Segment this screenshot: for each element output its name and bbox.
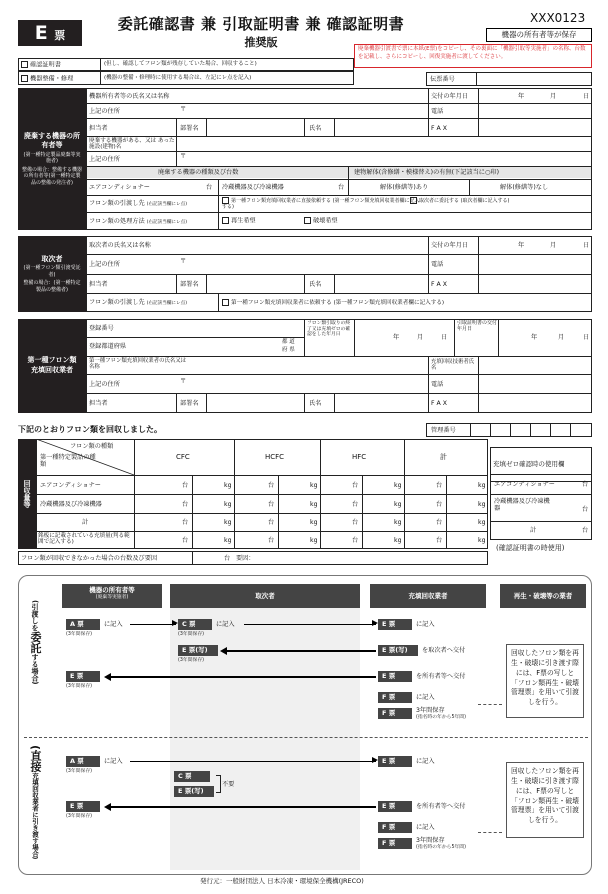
kg-label: kg bbox=[310, 519, 318, 526]
slip-no-label: 伝票番号 bbox=[430, 76, 455, 83]
recov-section-header: 第一種フロン類充填回収業者 bbox=[18, 319, 86, 413]
slip-e: E 票 bbox=[378, 756, 412, 767]
flow-head-owner: 機器の所有者等 (廃棄等実施者) bbox=[62, 584, 162, 608]
unit-label: 台 bbox=[338, 184, 345, 191]
agent-staff-label: 担当者 bbox=[89, 281, 108, 288]
write-label: に記入 bbox=[416, 694, 435, 701]
unit-label: 台 bbox=[268, 519, 275, 526]
postal-mark: 〒 bbox=[180, 258, 187, 265]
col-product-label: 第一種特定製品の種類 bbox=[40, 454, 96, 469]
dashed-arrow bbox=[478, 832, 502, 833]
flow-head-agent: 取次者 bbox=[170, 584, 360, 608]
slip-e-copy: E 票(写) bbox=[178, 645, 218, 656]
kg-label: kg bbox=[478, 501, 486, 508]
keep-note: (3年間保存) bbox=[66, 814, 92, 819]
month-label: 月 bbox=[550, 242, 557, 249]
unit-label: 台 bbox=[582, 527, 589, 534]
write-label: に記入 bbox=[416, 824, 435, 831]
kg-label: kg bbox=[224, 537, 232, 544]
recov-person-label: 氏名 bbox=[309, 400, 322, 407]
keep-note: (3年間保存) bbox=[178, 658, 204, 663]
unit-label: 台 bbox=[206, 184, 213, 191]
give-agent-label: を取次者へ交付 bbox=[422, 647, 466, 654]
pref-to: 都 道 bbox=[282, 339, 295, 345]
owner-person-label: 氏名 bbox=[309, 125, 322, 132]
keep-label: 3年間保存 bbox=[416, 707, 445, 714]
kg-label: kg bbox=[310, 482, 318, 489]
cert-date-label: 引取証明書の交付年月日 bbox=[457, 320, 498, 332]
form-title: 委託確認書 兼 引取証明書 兼 確認証明書 bbox=[117, 15, 405, 33]
arrow-left bbox=[106, 676, 376, 678]
unit-label: 台 bbox=[268, 537, 275, 544]
owner-fax-label: F A X bbox=[431, 125, 447, 132]
recov-tel-label: 電話 bbox=[431, 381, 444, 388]
slip-a: A 票 bbox=[66, 756, 100, 767]
arrow bbox=[130, 761, 376, 762]
col-hfc: HFC bbox=[352, 453, 367, 461]
kg-label: kg bbox=[394, 482, 402, 489]
arrow bbox=[130, 624, 176, 625]
day-label: 日 bbox=[583, 93, 590, 100]
month-label: 月 bbox=[550, 93, 557, 100]
zero-aircon: エアコンディショナー bbox=[494, 481, 555, 488]
keep-note: (3年間保存) bbox=[66, 632, 92, 637]
month-label: 月 bbox=[417, 334, 424, 341]
keep-note: (3年間保存) bbox=[178, 632, 204, 637]
flow-head-recov: 充填回収業者 bbox=[370, 584, 486, 608]
write-label: に記入 bbox=[416, 621, 435, 628]
unit-label: 台 bbox=[352, 501, 359, 508]
write-label: に記入 bbox=[216, 621, 235, 628]
repair-label: 機器整備・修理 bbox=[30, 75, 74, 83]
slip-c: C 票 bbox=[174, 771, 210, 782]
kg-label: kg bbox=[394, 519, 402, 526]
slip-e: E 票 bbox=[378, 671, 412, 682]
owner-dept-label: 部署名 bbox=[180, 125, 199, 132]
aircon-label: エアコンディショナー bbox=[89, 184, 150, 191]
unit-label: 台 bbox=[182, 537, 189, 544]
repair-desc: (機器の整備・修理時に使用する場合は、左記にレ点を記入) bbox=[104, 75, 252, 81]
demolition-no[interactable]: 解体(修繕等)なし bbox=[500, 184, 549, 191]
kg-label: kg bbox=[224, 482, 232, 489]
write-label: に記入 bbox=[104, 758, 123, 765]
demolition-head: 建物解体(含修繕・模様替え)の有無(下記該当に○印) bbox=[354, 169, 499, 176]
owner-transfer-label: フロン類の引渡し先 (右記該当欄にレ点) bbox=[89, 200, 187, 207]
kg-label: kg bbox=[310, 501, 318, 508]
recov-dept-label: 部署名 bbox=[180, 400, 199, 407]
owner-disposal-label: フロン類の処理方法 (右記該当欄にレ点) bbox=[89, 218, 187, 225]
slip-e: E 票 bbox=[378, 801, 412, 812]
recov-addr-label: 上記の住所 bbox=[89, 381, 120, 388]
zero-fridge: 冷蔵機器及び冷凍機器 bbox=[494, 498, 550, 513]
unit-label: 台 bbox=[582, 506, 589, 513]
unit-label: 台 bbox=[436, 501, 443, 508]
keep-note: (3年間保存) bbox=[66, 684, 92, 689]
pref-fu: 府 県 bbox=[282, 347, 295, 353]
red-instruction-note: 廃棄機器引渡書で票に本紙(E票)をコピーし、その裏面に「機器引取等実施者」の名称、台数を記載し、さらにコピーし、回復実施者に渡してください。 bbox=[354, 44, 592, 68]
unit-label: 台 bbox=[436, 519, 443, 526]
mgmt-no-label: 管理番号 bbox=[431, 427, 456, 434]
owner-date-label: 交付の年月日 bbox=[431, 93, 469, 100]
owner-transfer-opt1[interactable]: 第一種フロン類充填回収業者に直接依頼する (第一種フロン類充填回収業者欄に記入する) bbox=[222, 198, 420, 210]
side-label-direct: (直接充填回収業者に引き渡す場合) bbox=[29, 745, 42, 860]
disposal-recycle[interactable]: 再生希望 bbox=[222, 217, 256, 225]
bldg-name-label: 廃棄する機器がある、又は あった施設(建物)名 bbox=[89, 138, 175, 151]
bldg-addr-label: 上記の住所 bbox=[89, 156, 120, 163]
row-nameplate: 銘板に記載されている充填量(判る範囲で記入する) bbox=[38, 533, 130, 546]
day-label: 日 bbox=[441, 334, 448, 341]
agent-transfer-label: フロン類の引渡し先 (右記該当欄にレ点) bbox=[89, 299, 187, 306]
agent-fax-label: F A X bbox=[431, 281, 447, 288]
repair-checkbox[interactable] bbox=[21, 75, 28, 82]
kg-label: kg bbox=[478, 482, 486, 489]
unit-label: 台 bbox=[268, 501, 275, 508]
slip-f: F 票 bbox=[378, 692, 412, 703]
kg-label: kg bbox=[394, 537, 402, 544]
arrow-left bbox=[106, 806, 376, 808]
slip-e: E 票 bbox=[66, 671, 100, 682]
owner-staff-label: 担当者 bbox=[89, 125, 108, 132]
end-date-label: フロン類引取りの終了又は充填ゼロの確認をした年月日 bbox=[307, 321, 351, 338]
col-kind-label: フロン類の種類 bbox=[70, 443, 114, 450]
owner-tel-label: 電話 bbox=[431, 108, 444, 115]
zero-note: (確認証明書の時使用) bbox=[496, 544, 565, 552]
day-label: 日 bbox=[583, 334, 590, 341]
confirm-label: 確認証明書 bbox=[30, 61, 61, 69]
kg-label: kg bbox=[224, 501, 232, 508]
unit-label: 台 bbox=[436, 482, 443, 489]
reg-pref-label: 登録都道府県 bbox=[89, 343, 127, 350]
disposal-destroy[interactable]: 破壊希望 bbox=[304, 217, 338, 225]
agent-date-label: 交付の年月日 bbox=[431, 242, 469, 249]
owner-section-header: 廃棄する機器の所有者等 (第一種特定製品廃棄等実施者) 整備の場合：整備する機器の所有者等(第一種特定製品の整備の発注者) bbox=[18, 88, 86, 230]
row-fridge: 冷蔵機器及び冷凍機器 bbox=[40, 501, 102, 508]
kind-head: 廃棄する機器の種類及び台数 bbox=[158, 169, 239, 176]
unit-label: 台 bbox=[436, 537, 443, 544]
recov-staff-label: 担当者 bbox=[89, 400, 108, 407]
year-label: 年 bbox=[518, 242, 525, 249]
recovery-side-label: 回収量等 bbox=[18, 439, 36, 549]
unit-label: 台 bbox=[182, 482, 189, 489]
e-slip-badge bbox=[18, 20, 82, 46]
day-label: 日 bbox=[583, 242, 590, 249]
slip-e-copy: E 票(写) bbox=[174, 786, 214, 797]
form-number: XXX0123 bbox=[530, 11, 586, 25]
badge-suffix: 票 bbox=[54, 29, 66, 42]
owner-transfer-opt2[interactable]: 取次者に委託する (取次者欄に記入する) bbox=[410, 197, 588, 205]
form-subtitle: 推奨版 bbox=[244, 36, 278, 49]
give-owner-label: を所有者等へ交付 bbox=[416, 673, 466, 680]
postal-mark: 〒 bbox=[180, 153, 187, 160]
keep-label: 3年間保存 bbox=[416, 837, 445, 844]
brace bbox=[216, 775, 221, 793]
zero-total: 計 bbox=[530, 527, 537, 534]
recycle-note-top: 回収したフロン類を再生・破壊に引き渡す際には、F票の写しと「フロン類再生・破壊管理票」を用いて引渡しを行う。 bbox=[506, 644, 584, 718]
kg-label: kg bbox=[478, 519, 486, 526]
slip-f: F 票 bbox=[378, 708, 412, 719]
slip-a: A 票 bbox=[66, 619, 100, 630]
confirm-desc: (但し、確認してフロン類が残存していた場合、回収すること) bbox=[104, 61, 257, 67]
unit-label: 台 bbox=[352, 537, 359, 544]
slip-e-copy: E 票(写) bbox=[378, 645, 418, 656]
not-needed-label: 不要 bbox=[222, 781, 235, 788]
unit-label: 台 bbox=[224, 555, 231, 562]
arrow-left bbox=[222, 650, 376, 652]
badge-letter: E bbox=[34, 22, 48, 44]
owner-name-label: 機器所有者等の氏名又は名称 bbox=[89, 93, 170, 100]
year-label: 年 bbox=[518, 93, 525, 100]
reason-label: 要因： bbox=[236, 555, 255, 562]
kg-label: kg bbox=[224, 519, 232, 526]
unit-label: 台 bbox=[352, 482, 359, 489]
unit-label: 台 bbox=[182, 519, 189, 526]
dashed-arrow bbox=[478, 704, 502, 705]
postal-mark: 〒 bbox=[180, 106, 187, 113]
owner-addr-label: 上記の住所 bbox=[89, 108, 120, 115]
keep-note: (指名時の年から5年間) bbox=[416, 715, 466, 720]
side-label-entrust: (引渡しを委託する場合) bbox=[29, 600, 42, 685]
publisher-footer: 発行元：一般財団法人 日本冷凍・環境保全機構(JRECO) bbox=[200, 877, 364, 885]
slip-e: E 票 bbox=[66, 801, 100, 812]
demolition-yes[interactable]: 解体(修繕等)あり bbox=[380, 184, 429, 191]
col-cfc: CFC bbox=[176, 453, 190, 461]
slip-no-field[interactable] bbox=[477, 73, 591, 85]
agent-person-label: 氏名 bbox=[309, 281, 322, 288]
recov-name-label: 第一種フロン類充填回収業者の氏名又は名称 bbox=[89, 358, 187, 371]
kg-label: kg bbox=[478, 537, 486, 544]
unit-label: 台 bbox=[268, 482, 275, 489]
slip-e: E 票 bbox=[378, 619, 412, 630]
reg-no-label: 登録番号 bbox=[89, 325, 114, 332]
recov-fax-label: F A X bbox=[431, 400, 447, 407]
postal-mark: 〒 bbox=[180, 378, 187, 385]
unit-label: 台 bbox=[352, 519, 359, 526]
recycle-note-bottom: 回収したフロン類を再生・破壊に引き渡す際には、F票の写しと「フロン類再生・破壊管理票」を用いて引渡しを行う。 bbox=[506, 762, 584, 838]
row-total: 計 bbox=[82, 519, 89, 526]
year-label: 年 bbox=[531, 334, 538, 341]
agent-transfer-opt[interactable]: 第一種フロン類充填回収業者に依頼する (第一種フロン類充填回収業者欄に記入する) bbox=[222, 299, 444, 306]
kg-label: kg bbox=[310, 537, 318, 544]
zero-title: 充填ゼロ確認時の使用欄 bbox=[493, 460, 565, 468]
agent-tel-label: 電話 bbox=[431, 261, 444, 268]
slip-f: F 票 bbox=[378, 838, 412, 849]
month-label: 月 bbox=[558, 334, 565, 341]
fridge-label: 冷蔵機器及び冷凍機器 bbox=[222, 184, 284, 191]
write-label: に記入 bbox=[104, 621, 123, 628]
arrow bbox=[244, 624, 376, 625]
unit-label: 台 bbox=[582, 481, 589, 488]
write-label: に記入 bbox=[416, 758, 435, 765]
keep-note: (3年間保存) bbox=[66, 769, 92, 774]
flow-divider bbox=[24, 737, 588, 738]
col-total: 計 bbox=[440, 453, 447, 461]
agent-dept-label: 部署名 bbox=[180, 281, 199, 288]
row-aircon: エアコンディショナー bbox=[40, 482, 101, 489]
agent-section-header: 取次者 (第一種フロン類引渡受託者) 整備の場合：(第一種特定製品の整備者) bbox=[18, 236, 86, 312]
slip-f: F 票 bbox=[378, 822, 412, 833]
col-hcfc: HCFC bbox=[265, 453, 285, 461]
kg-label: kg bbox=[394, 501, 402, 508]
tech-name-label: 充填回収技術者氏名 bbox=[431, 359, 475, 372]
confirm-checkbox[interactable] bbox=[21, 61, 28, 68]
give-owner-label: を所有者等へ交付 bbox=[416, 803, 466, 810]
year-label: 年 bbox=[393, 334, 400, 341]
agent-name-label: 取次者の氏名又は名称 bbox=[89, 242, 151, 249]
agent-addr-label: 上記の住所 bbox=[89, 261, 120, 268]
recovery-intro: 下記のとおりフロン類を回収しました。 bbox=[18, 425, 162, 434]
unit-label: 台 bbox=[182, 501, 189, 508]
slip-c: C 票 bbox=[178, 619, 212, 630]
flow-head-recycle: 再生・破壊等の業者 bbox=[500, 584, 586, 608]
keep-note: (指名時の年から5年間) bbox=[416, 845, 466, 850]
owner-keep-box: 機器の所有者等が保存 bbox=[486, 28, 592, 42]
not-recovered-label: フロン類が回収できなかった場合の台数及び要因 bbox=[21, 555, 158, 562]
